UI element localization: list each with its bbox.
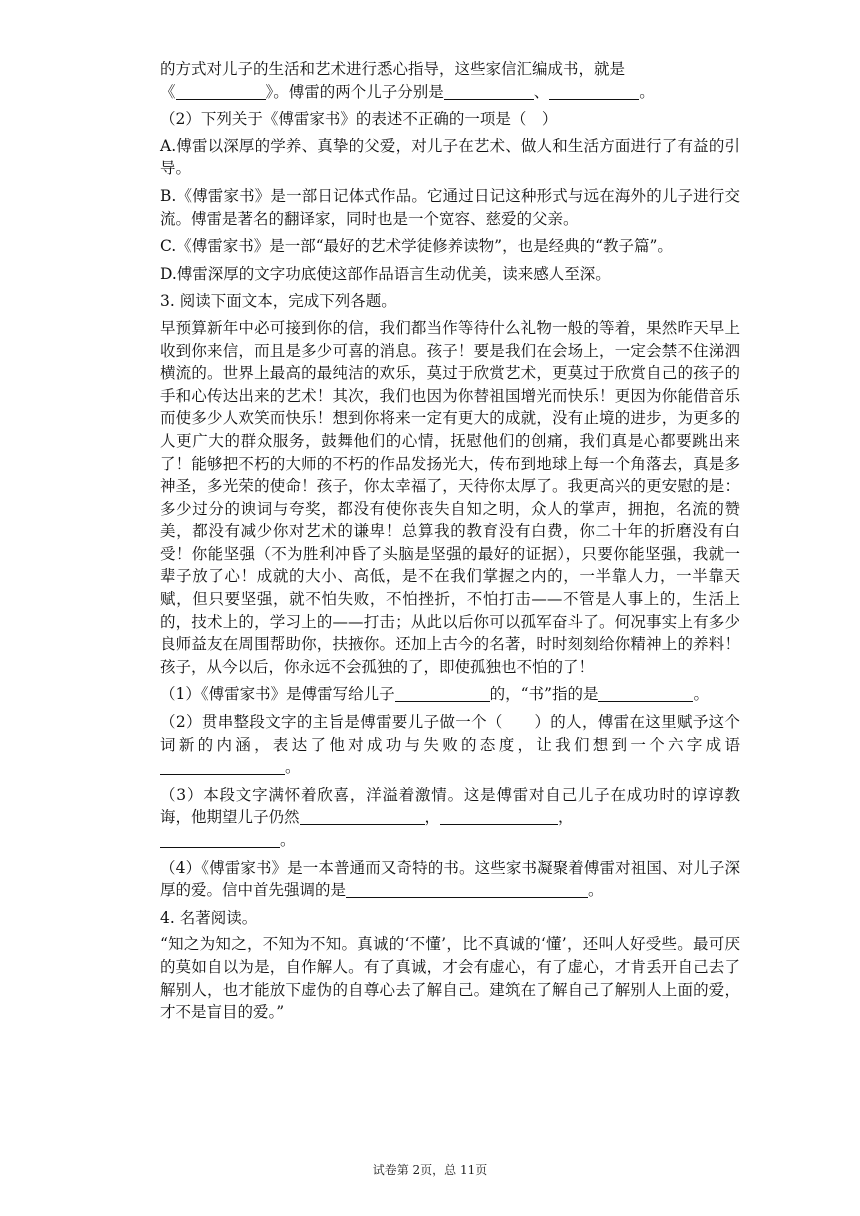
question-3-passage: 早预算新年中必可接到你的信，我们都当作等待什么礼物一般的等着，果然昨天早上收到你来信，而且是多少可喜的消息。孩子！要是我们在会场上，一定会禁不住涕泗横流的。世界上最高的最纯洁的欢乐，莫过于欣赏艺术，更莫过于欣赏自己的孩子的手和心传达出来的艺术！其次，我们也因为你替祖国增光而快乐！更因为你能借音乐而使多少人欢笑而快乐！想到你将来一定有更大的成就，没有止境的进步，为更多的人更广大的群众服务，鼓舞他们的心情，抚慰他们的创痛，我们真是心都要跳出来了！能够把不朽的大师的不朽的作品发扬光大，传布到地球上每一个角落去，真是多神圣，多光荣的使命！孩子，你太幸福了，天待你太厚了。我更高兴的更安慰的是：多少过分的谀词与夸奖，都没有使你丧失自知之明，众人的掌声，拥抱，名流的赞美，都没有减少你对艺术的谦卑！总算我的教育没有白费，你二十年的折磨没有白受！你能坚强（不为胜利冲昏了头脑是坚强的最好的证据），只要你能坚强，我就一辈子放了心！成就的大小、高低，是不在我们掌握之内的，一半靠人力，一半靠天赋，但只要坚强，就不怕失败，不怕挫折，不怕打击——不管是人事上的，生活上的，技术上的，学习上的——打击；从此以后你可以孤军奋斗了。何况事实上有多少良师益友在周围帮助你，扶掖你。还加上古今的名著，时时刻刻给你精神上的养料！孩子，从今以后，你永远不会孤独的了，即使孤独也不怕的了！	[160, 318, 740, 676]
question-3-header: 3. 阅读下面文本，完成下列各题。	[160, 292, 397, 311]
subquestion-4-end: 。	[588, 881, 604, 900]
page-footer: 试卷第 2页，总 11页	[372, 1163, 488, 1177]
subquestion-4	[160, 857, 740, 902]
subquestion-1-text: （1）《傅雷家书》是傅雷写给儿子	[160, 685, 395, 704]
blank-s3-1[interactable]	[300, 808, 425, 825]
question-4-passage: “知之为知之，不知为不知。真诚的‘不懂’，比不真诚的‘懂’，还叫人好受些。最可厌的莫如自以为是，自作解人。有了真诚，才会有虚心，有了虚心，才肯丢开自己去了解别人，也才能放下虚伪的自尊心去了解自己。建筑在了解自己了解别人上面的爱，才不是盲目的爱。”	[160, 935, 740, 1022]
subquestion-2-text: （2）贯串整段文字的主旨是傅雷要儿子做一个（ ）的人，傅雷在这里赋予这个词新的内涵，表达了他对成功与失败的态度，让我们想到一个六字成语	[160, 713, 740, 754]
subquestion-1-text-2: 的，“书”指的是	[489, 685, 599, 704]
subquestion-3	[160, 784, 740, 852]
blank-s1-1[interactable]	[395, 685, 490, 702]
blank-son-2[interactable]	[549, 83, 639, 100]
intro-text-sons: 》。傅雷的两个儿子分别是	[265, 82, 444, 101]
intro-separator: 、	[533, 82, 550, 101]
exam-page	[160, 58, 740, 1029]
subquestion-2	[160, 711, 740, 779]
question-4-header: 4. 名著阅读。	[160, 908, 258, 927]
subquestion-3-text: （3）本段文字满怀着欣喜，洋溢着激情。这是傅雷对自己儿子在成功时的谆谆教诲，他期望儿子仍然	[160, 785, 740, 827]
intro-period: 。	[639, 82, 655, 101]
blank-s1-2[interactable]	[598, 685, 693, 702]
subquestion-3-end: 。	[280, 831, 296, 849]
subquestion-1-end: 。	[693, 685, 709, 704]
subquestion-3-comma-1: ，	[424, 808, 441, 827]
blank-s2-idiom[interactable]	[160, 758, 285, 775]
subquestion-3-comma-2: ，	[558, 808, 574, 827]
blank-son-1[interactable]	[444, 83, 534, 100]
blank-s3-2[interactable]	[440, 808, 558, 825]
blank-book-title[interactable]	[176, 83, 266, 100]
intro-line-1: 的方式对儿子的生活和艺术进行悉心指导，这些家信汇编成书，就是	[160, 60, 626, 78]
book-title-open: 《	[160, 82, 176, 101]
option-c[interactable]: C.《傅雷家书》是一部“最好的艺术学徒修养读物”，也是经典的“教子篇”。	[160, 237, 673, 256]
blank-s3-3[interactable]	[160, 831, 280, 848]
option-a[interactable]: A.傅雷以深厚的学养、真挚的父爱，对儿子在艺术、做人和生活方面进行了有益的引导。	[160, 136, 740, 178]
subquestion-2-end: 。	[285, 758, 301, 777]
intro-paragraph	[160, 58, 740, 103]
option-b[interactable]: B.《傅雷家书》是一部日记体式作品。它通过日记这种形式与远在海外的儿子进行交流。傅雷是著名的翻译家，同时也是一个宽容、慈爱的父亲。	[160, 186, 740, 228]
blank-s4[interactable]	[346, 881, 588, 898]
subquestion-1	[160, 683, 740, 706]
subquestion-4-text: （4）《傅雷家书》是一本普通而又奇特的书。这些家书凝聚着傅雷对祖国、对儿子深厚的爱。信中首先强调的是	[160, 858, 740, 900]
option-d[interactable]: D.傅雷深厚的文字功底使这部作品语言生动优美，读来感人至深。	[160, 264, 611, 283]
question-2-prompt: （2）下列关于《傅雷家书》的表述不正确的一项是（ ）	[160, 110, 558, 129]
